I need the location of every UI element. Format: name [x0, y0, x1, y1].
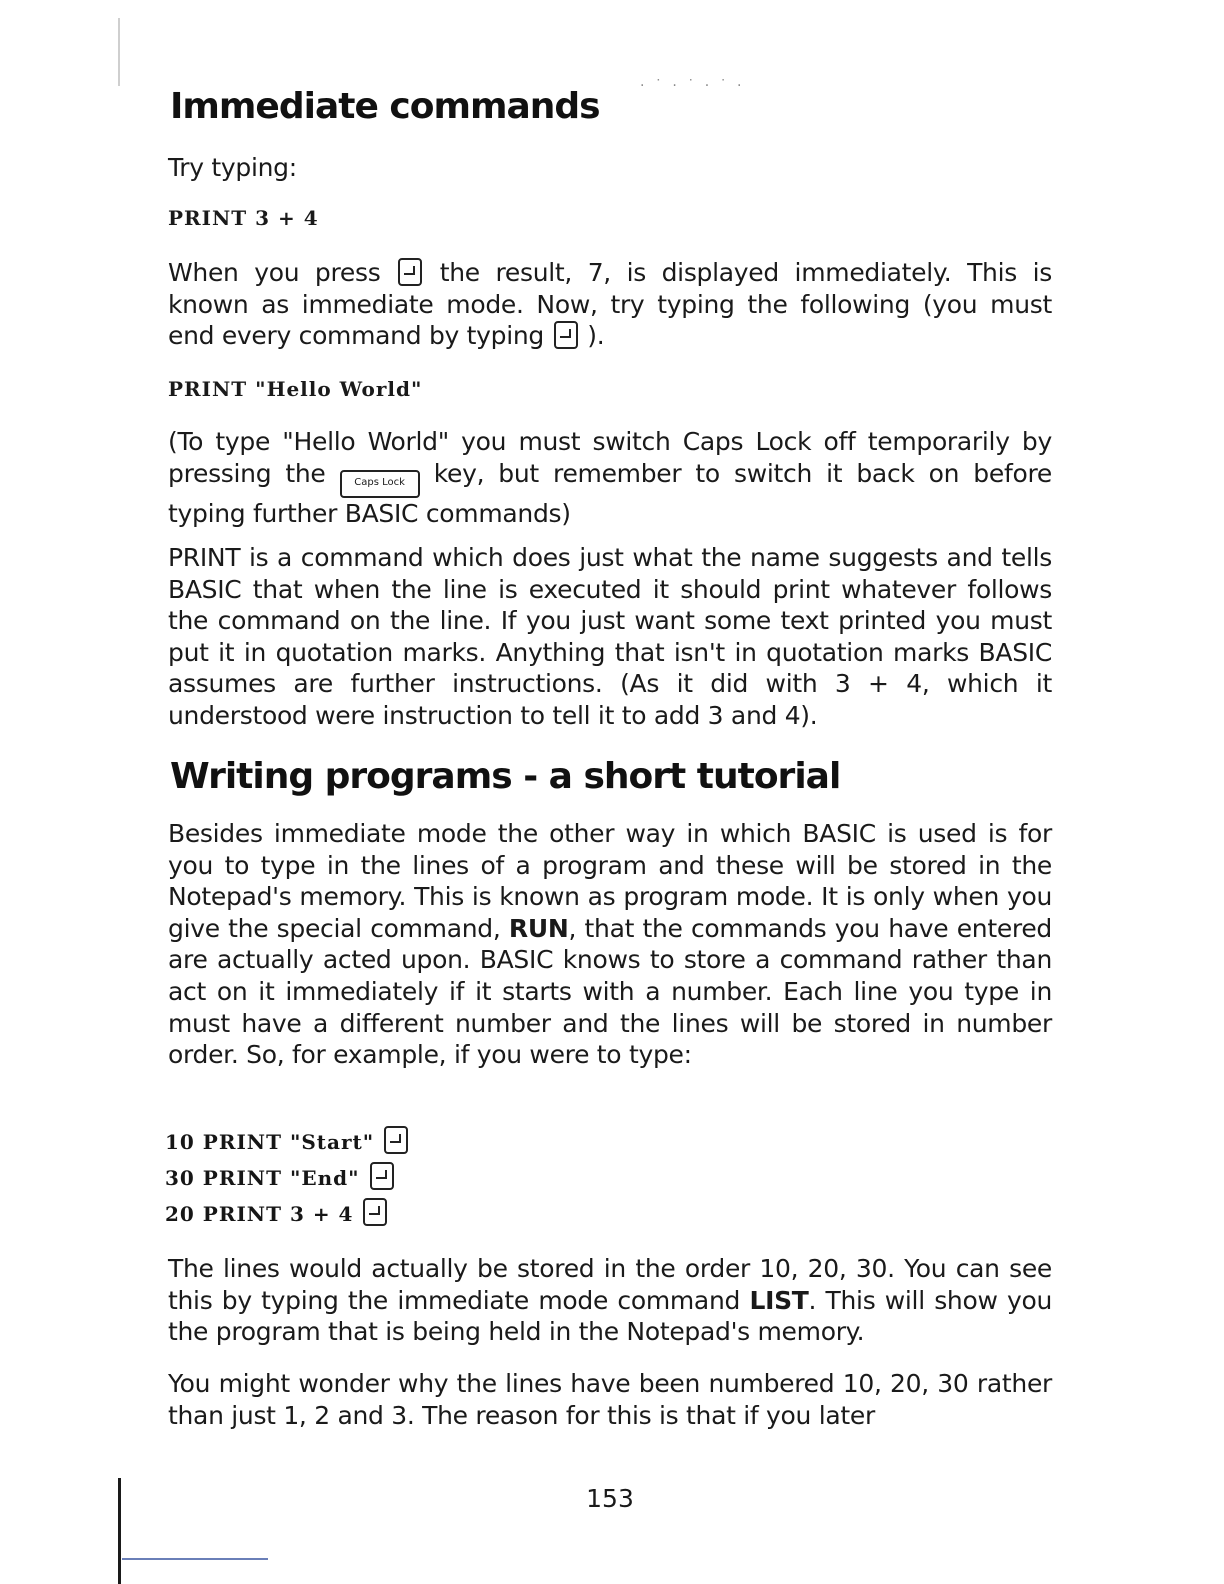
program-line: 10 PRINT "Start": [165, 1126, 410, 1160]
heading-writing-programs: Writing programs - a short tutorial: [170, 756, 841, 797]
scan-edge-line-bottom: [118, 1478, 121, 1584]
paragraph-caps-lock: (To type "Hello World" you must switch Caps Lock off temporarily by pressing the Caps Lock key, but remember to switch it back on before typing further BASIC commands): [168, 427, 1052, 528]
heading-immediate-commands: Immediate commands: [170, 86, 600, 127]
program-line: 30 PRINT "End": [165, 1162, 396, 1196]
code-print-hello: PRINT "Hello World": [168, 377, 423, 401]
return-key-icon: [384, 1126, 408, 1154]
return-key-icon: [398, 258, 422, 286]
return-key-icon: [363, 1198, 387, 1226]
paragraph-immediate-mode: When you press the result, 7, is displayed immediately. This is known as immediate mode. Now, try typing the following (you must end every command by typing ).: [168, 258, 1052, 351]
paragraph-line-numbering: You might wonder why the lines have been numbered 10, 20, 30 rather than just 1, 2 and 3. The reason for this is that if you later: [168, 1369, 1052, 1430]
try-typing-label: Try typing:: [168, 153, 297, 182]
page-number: 153: [586, 1484, 634, 1513]
run-command: RUN: [508, 913, 569, 943]
scan-edge-line-top: [118, 18, 120, 86]
paragraph-print-explanation: PRINT is a command which does just what the name suggests and tells BASIC that when the line is executed it should print whatever follows the command on the line. If you just want some text printed you must put it in quotation marks. Anything that isn't in quotation marks BASIC assumes are further instructions. (As it did with 3 + 4, which it understood were instruction to tell it to add 3 and 4).: [168, 543, 1052, 730]
program-line: 20 PRINT 3 + 4: [165, 1198, 389, 1232]
caps-lock-key-icon: Caps Lock: [340, 470, 420, 498]
paragraph-list-command: The lines would actually be stored in the order 10, 20, 30. You can see this by typing the immediate mode command LIST. This will show you the program that is being held in the Notepad's memory.: [168, 1254, 1052, 1347]
scan-edge-rule: [122, 1558, 268, 1560]
return-key-icon: [370, 1162, 394, 1190]
paragraph-program-mode: Besides immediate mode the other way in which BASIC is used is for you to type in the lines of a program and these will be stored in the Notepad's memory. This is known as program mode. It is only when you give the special command, RUN, that the commands you have entered are actually acted upon. BASIC knows to store a command rather than act on it immediately if it starts with a number. Each line you type in must have a different number and the lines will be stored in number order. So, for example, if you were to type:: [168, 819, 1052, 1070]
list-command: LIST: [749, 1285, 809, 1315]
return-key-icon: [554, 321, 578, 349]
code-print-sum: PRINT 3 + 4: [168, 206, 319, 230]
scan-specks: · ˙ · ˙ · ˙ ·: [640, 78, 745, 94]
